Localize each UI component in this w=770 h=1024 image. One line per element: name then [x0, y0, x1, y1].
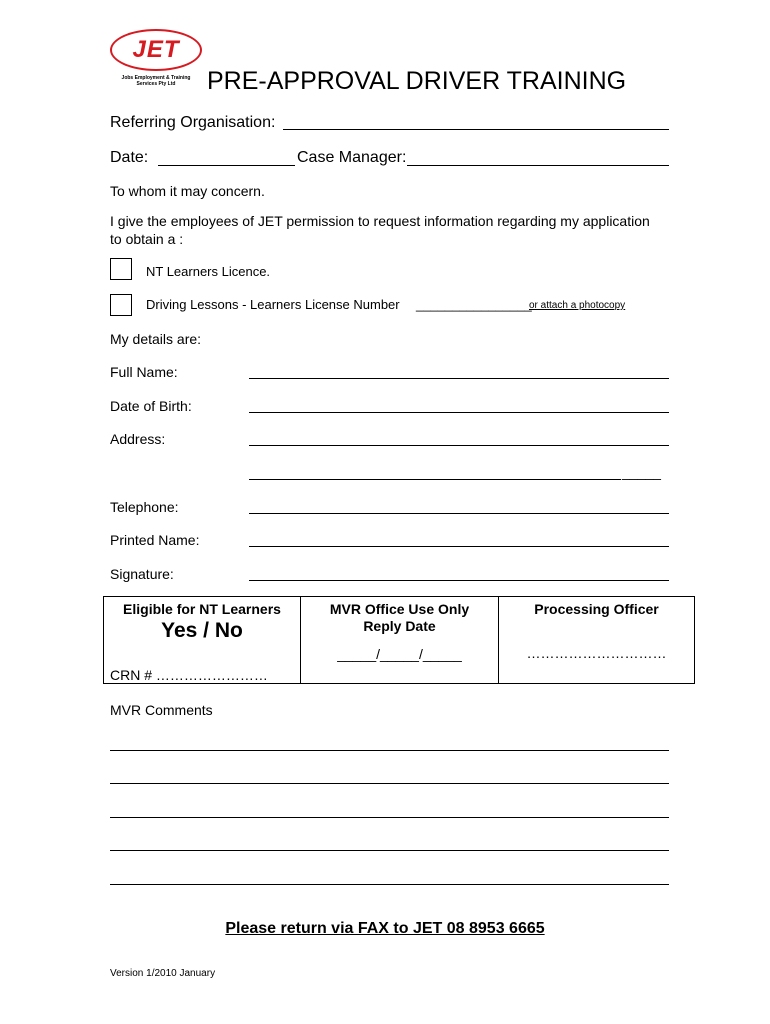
reply-date-field[interactable]: _____/_____/_____: [337, 646, 462, 662]
full-name-label: Full Name:: [110, 364, 178, 380]
logo-name: JET: [132, 36, 180, 63]
yes-no-choice[interactable]: Yes / No: [161, 619, 243, 642]
eligible-heading: Eligible for NT Learners: [123, 601, 281, 617]
address-field-line-2[interactable]: [249, 479, 621, 480]
referring-org-label: Referring Organisation:: [110, 114, 276, 131]
date-label: Date:: [110, 149, 149, 166]
referring-org-field[interactable]: [283, 129, 669, 130]
processing-cell: [499, 597, 695, 684]
printed-name-field[interactable]: [249, 546, 669, 547]
jet-logo: [110, 29, 202, 71]
permission-line-1: I give the employees of JET permission to request information regarding my application: [110, 213, 650, 229]
permission-line-2: to obtain a :: [110, 231, 184, 247]
signature-field[interactable]: [249, 580, 669, 581]
comment-line-4[interactable]: [110, 850, 669, 851]
crn-field[interactable]: CRN # ……………………: [110, 667, 268, 683]
comment-line-2[interactable]: [110, 783, 669, 784]
processing-officer-field[interactable]: …………………………: [526, 645, 667, 661]
telephone-label: Telephone:: [110, 499, 179, 515]
processing-heading: Processing Officer: [534, 601, 659, 617]
eligible-cell: [104, 597, 301, 684]
page-title: PRE-APPROVAL DRIVER TRAINING: [207, 67, 627, 95]
mvr-cell: [301, 597, 499, 684]
nt-learners-checkbox[interactable]: [110, 258, 132, 280]
mvr-comments-heading: MVR Comments: [110, 702, 213, 718]
signature-label: Signature:: [110, 566, 174, 582]
mvr-heading: MVR Office Use Only: [329, 601, 470, 617]
photocopy-note: or attach a photocopy: [529, 300, 626, 311]
address-tail: _____: [622, 464, 661, 480]
salutation: To whom it may concern.: [110, 183, 265, 199]
driving-lessons-checkbox[interactable]: [110, 294, 132, 316]
case-manager-label: Case Manager:: [297, 149, 407, 166]
printed-name-label: Printed Name:: [110, 532, 200, 548]
comment-line-5[interactable]: [110, 884, 669, 885]
version-text: Version 1/2010 January: [110, 968, 216, 979]
date-field[interactable]: [158, 165, 295, 166]
full-name-field[interactable]: [249, 378, 669, 379]
telephone-field[interactable]: [249, 513, 669, 514]
dob-field[interactable]: [249, 412, 669, 413]
office-use-box: [103, 596, 695, 684]
fax-instruction: Please return via FAX to JET 08 8953 6665: [225, 920, 545, 937]
driving-lessons-label: Driving Lessons - Learners License Number: [146, 297, 400, 312]
reply-date-heading: Reply Date: [363, 618, 436, 634]
nt-learners-label: NT Learners Licence.: [146, 264, 271, 279]
address-field-line-1[interactable]: [249, 445, 669, 446]
comment-line-3[interactable]: [110, 817, 669, 818]
details-heading: My details are:: [110, 331, 202, 347]
address-label: Address:: [110, 431, 166, 447]
comment-line-1[interactable]: [110, 750, 669, 751]
dob-label: Date of Birth:: [110, 398, 192, 414]
logo-subtitle: Jobs Employment & Training Services Pty Ltd: [121, 75, 191, 87]
case-manager-field[interactable]: [407, 165, 669, 166]
learners-number-field[interactable]: ________________: [416, 297, 532, 312]
